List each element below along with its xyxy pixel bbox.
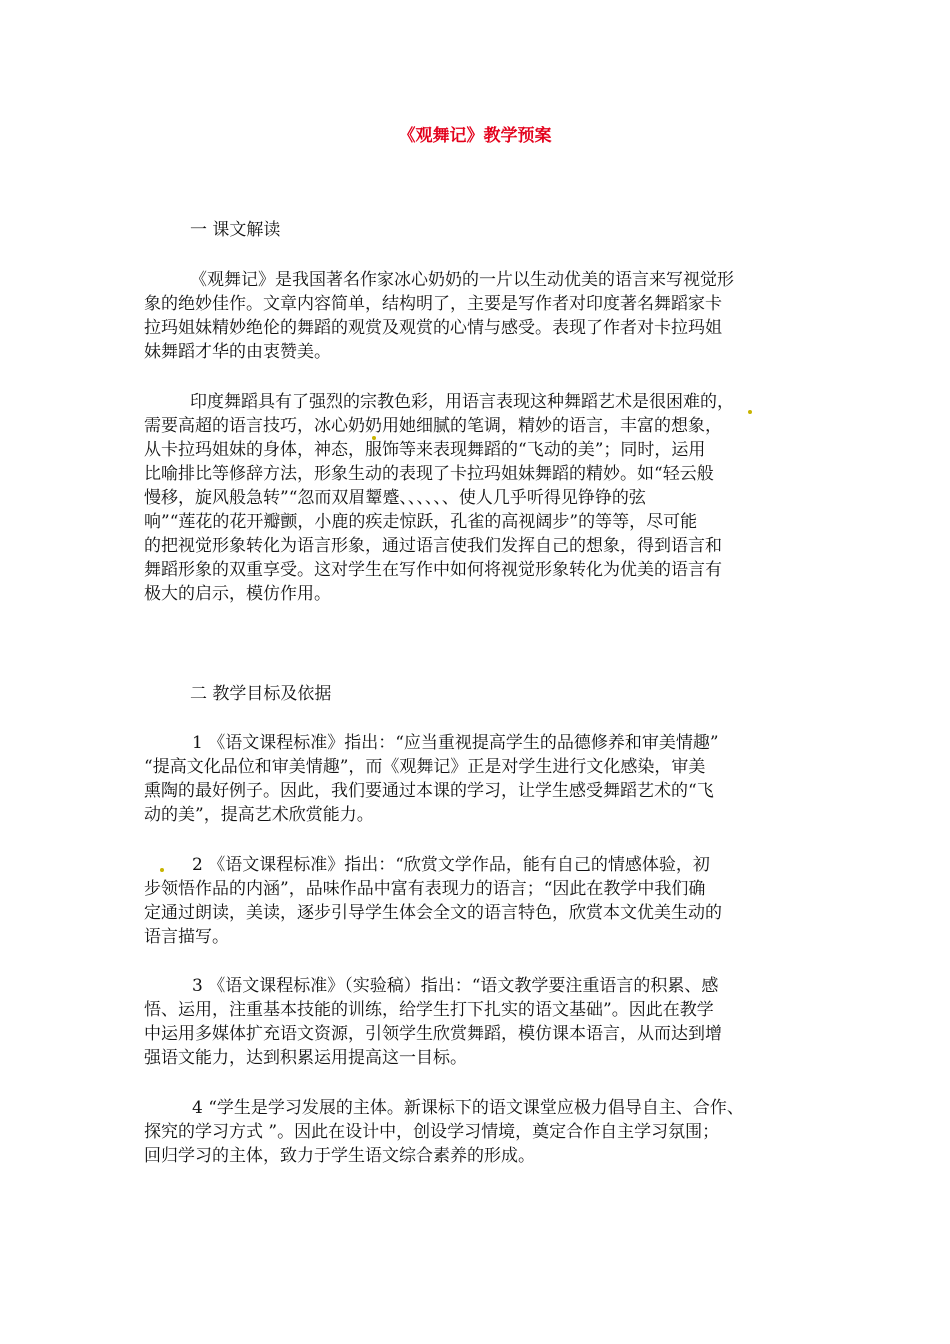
paragraph-line: 探究的学习方式 ”。因此在设计中，创设学习情境，奠定合作自主学习氛围； [144, 1122, 720, 1142]
paragraph-line: 动的美”，提高艺术欣赏能力。 [144, 805, 374, 825]
paragraph-line: 语言描写。 [144, 927, 229, 947]
paragraph-line: 象的绝妙佳作。文章内容简单，结构明了，主要是写作者对印度著名舞蹈家卡 [144, 294, 722, 314]
paragraph-line: 比喻排比等修辞方法，形象生动的表现了卡拉玛姐妹舞蹈的精妙。如“轻云般 [144, 464, 714, 484]
paragraph-line: 中运用多媒体扩充语文资源，引领学生欣赏舞蹈，模仿课本语言，从而达到增 [144, 1024, 722, 1044]
paragraph-line: 需要高超的语言技巧，冰心奶奶用她细腻的笔调，精妙的语言，丰富的想象， [144, 416, 722, 436]
paragraph-line: 拉玛姐妹精妙绝伦的舞蹈的观赏及观赏的心情与感受。表现了作者对卡拉玛姐 [144, 318, 722, 338]
paragraph-line: 1 《语文课程标准》指出：“应当重视提高学生的品德修养和审美情趣” [192, 733, 719, 753]
paragraph-line: 舞蹈形象的双重享受。这对学生在写作中如何将视觉形象转化为优美的语言有 [144, 560, 722, 580]
paragraph-line: 步领悟作品的内涵”，品味作品中富有表现力的语言；“因此在教学中我们确 [144, 879, 706, 899]
paragraph-line: 妹舞蹈才华的由衷赞美。 [144, 342, 331, 362]
stray-mark-dot [372, 436, 376, 440]
stray-mark-dot [160, 868, 164, 872]
paragraph-text-interpretation-1 [144, 268, 834, 364]
paragraph-line: 4 “学生是学习发展的主体。新课标下的语文课堂应极力倡导自主、合作、 [192, 1098, 744, 1118]
paragraph-line: 极大的启示，模仿作用。 [144, 584, 331, 604]
paragraph-text-interpretation-2 [144, 390, 834, 606]
paragraph-line: 从卡拉玛姐妹的身体，神态，服饰等来表现舞蹈的“飞动的美”；同时，运用 [144, 440, 706, 460]
paragraph-line: 悟、运用，注重基本技能的训练，给学生打下扎实的语文基础”。因此在教学 [144, 1000, 714, 1020]
paragraph-line: 强语文能力，达到积累运用提高这一目标。 [144, 1048, 467, 1068]
paragraph-line: 的把视觉形象转化为语言形象，通过语言使我们发挥自己的想象，得到语言和 [144, 536, 722, 556]
paragraph-line: 印度舞蹈具有了强烈的宗教色彩，用语言表现这种舞蹈艺术是很困难的， [190, 392, 734, 412]
paragraph-line: 定通过朗读，美读，逐步引导学生体会全文的语言特色，欣赏本文优美生动的 [144, 903, 722, 923]
paragraph-line: 2 《语文课程标准》指出：“欣赏文学作品，能有自己的情感体验，初 [192, 855, 710, 875]
paragraph-line: 3 《语文课程标准》（实验稿）指出：“语文教学要注重语言的积累、感 [192, 976, 719, 996]
paragraph-line: 回归学习的主体，致力于学生语文综合素养的形成。 [144, 1146, 535, 1166]
document-title: 《观舞记》教学预案 [398, 126, 552, 146]
paragraph-goal-3 [144, 974, 834, 1070]
paragraph-goal-1 [144, 731, 834, 827]
paragraph-line: “提高文化品位和审美情趣”，而《观舞记》正是对学生进行文化感染，审美 [144, 757, 706, 777]
paragraph-line: 《观舞记》是我国著名作家冰心奶奶的一片以生动优美的语言来写视觉形 [190, 270, 734, 290]
paragraph-line: 慢移，旋风般急转”“忽而双眉颦蹙、、、、、、使人几乎听得见铮铮的弦 [144, 488, 646, 508]
section-heading-2: 二 教学目标及依据 [190, 684, 332, 704]
paragraph-goal-4 [144, 1096, 834, 1168]
paragraph-goal-2 [144, 853, 834, 949]
paragraph-line: 熏陶的最好例子。因此，我们要通过本课的学习，让学生感受舞蹈艺术的“飞 [144, 781, 714, 801]
section-heading-1: 一 课文解读 [190, 220, 281, 240]
stray-mark-dot [748, 410, 752, 414]
paragraph-line: 响”“莲花的花开瓣颤，小鹿的疾走惊跃，孔雀的高视阔步”的等等，尽可能 [144, 512, 698, 532]
